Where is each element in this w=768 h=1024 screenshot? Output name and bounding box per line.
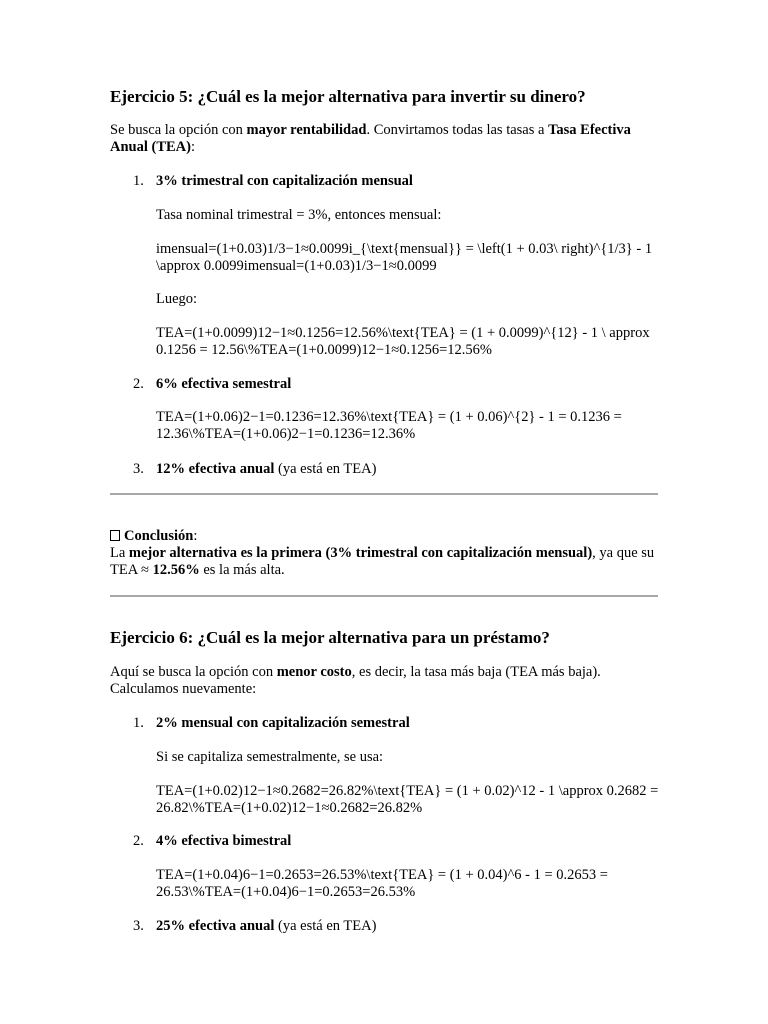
ex6-item-3-suffix: (ya está en TEA) bbox=[274, 918, 377, 934]
ex6-intro-emphasis: menor costo bbox=[276, 664, 352, 680]
ex5-item-1-then: Luego: bbox=[156, 291, 198, 307]
ex6-item-1-formula: TEA=(1+0.02)12−1≈0.2682=26.82%\text{TEA} = (1 + 0.02)^12 - 1 \approx 0.2682 = 26.82\%TEA=(1+0.02)12−1≈0.2682=26.82% bbox=[156, 783, 659, 816]
conclusion-emphasis-a: mejor alternativa es la primera (3% trimestral con capitalización mensual) bbox=[128, 545, 593, 561]
ex5-item-3-number: 3. bbox=[133, 461, 144, 477]
ex5-item-1-tea-formula: TEA=(1+0.0099)12−1≈0.1256=12.56%\text{TEA} = (1 + 0.0099)^{12} - 1 \ approx 0.1256 = 12.56\%TEA=(1+0.0099)12−1≈0.1256=12.56% bbox=[156, 325, 650, 358]
conclusion-emphasis-b: 12.56% bbox=[152, 562, 200, 578]
ex6-item-1-text: Si se capitaliza semestralmente, se usa: bbox=[156, 749, 384, 765]
ex5-item-1-number: 1. bbox=[133, 173, 144, 189]
ex6-item-2-label-text: 4% efectiva bimestral bbox=[156, 833, 292, 849]
ex5-item-2-formula: TEA=(1+0.06)2−1=0.1236=12.36%\text{TEA} = (1 + 0.06)^{2} - 1 = 0.1236 = 12.36\%TEA=(1+0.06)2−1=0.1236=12.36% bbox=[156, 409, 622, 442]
ex5-intro-emphasis-a: mayor rentabilidad bbox=[246, 122, 367, 138]
ex5-item-3-label bbox=[156, 461, 666, 478]
ex5-item-3-suffix: (ya está en TEA) bbox=[274, 461, 377, 477]
ex5-item-1-label bbox=[156, 173, 666, 190]
ex5-intro-text-b: . Convirtamos todas las tasas a bbox=[366, 122, 549, 138]
ex5-item-2-label-text: 6% efectiva semestral bbox=[156, 376, 292, 392]
ex5-item-2-label bbox=[156, 376, 666, 393]
conclusion-colon: : bbox=[193, 528, 198, 544]
ex5-intro-text-c: : bbox=[190, 139, 196, 155]
ex5-intro bbox=[110, 122, 665, 156]
divider bbox=[110, 493, 658, 495]
conclusion-text-c: es la más alta. bbox=[199, 562, 285, 578]
ex5-item-1-formula: imensual=(1+0.03)1/3−1≈0.0099i_{\text{mensual}} = \left(1 + 0.03\ right)^{1/3} - 1 \approx 0.0099imensual=(1+0.03)1/3−1≈0.0099 bbox=[156, 241, 653, 274]
ex6-item-2-formula: TEA=(1+0.04)6−1=0.2653=26.53%\text{TEA} = (1 + 0.04)^6 - 1 = 0.2653 = 26.53\%TEA=(1+0.04)6−1=0.2653=26.53% bbox=[156, 867, 608, 900]
ex6-item-3-label bbox=[156, 918, 666, 935]
conclusion-text bbox=[110, 545, 665, 579]
ex5-item-3-label-text: 12% efectiva anual bbox=[156, 461, 275, 477]
ex5-item-1-text: Tasa nominal trimestral = 3%, entonces mensual: bbox=[156, 207, 442, 223]
ex6-item-3-number: 3. bbox=[133, 918, 144, 934]
ex5-title: Ejercicio 5: ¿Cuál es la mejor alternativa para invertir su dinero? bbox=[110, 87, 586, 106]
ex6-title: Ejercicio 6: ¿Cuál es la mejor alternativa para un préstamo? bbox=[110, 628, 550, 647]
conclusion-label: Conclusión bbox=[124, 528, 194, 544]
ex5-intro-emphasis-b: Tasa Efectiva Anual (TEA) bbox=[110, 122, 631, 155]
divider bbox=[110, 595, 658, 597]
ex5-item-2-number: 2. bbox=[133, 376, 144, 392]
ex6-intro-text-a: Aquí se busca la opción con bbox=[110, 664, 277, 680]
ex6-intro-text-b: , es decir, la tasa más baja (TEA más baja). Calculamos nuevamente: bbox=[110, 664, 601, 697]
conclusion-heading bbox=[110, 528, 665, 545]
ex6-intro bbox=[110, 664, 665, 698]
checkbox-icon bbox=[110, 530, 120, 541]
ex6-item-2-number: 2. bbox=[133, 833, 144, 849]
ex6-item-1-number: 1. bbox=[133, 715, 144, 731]
conclusion-text-b: , ya que su TEA ≈ bbox=[110, 545, 655, 578]
ex6-item-1-label bbox=[156, 715, 666, 732]
ex5-intro-text-a: Se busca la opción con bbox=[110, 122, 247, 138]
ex6-item-2-label bbox=[156, 833, 666, 850]
ex5-item-1-label-text: 3% trimestral con capitalización mensual bbox=[156, 173, 413, 189]
conclusion-text-a: La bbox=[110, 545, 129, 561]
ex6-item-3-label-text: 25% efectiva anual bbox=[156, 918, 275, 934]
ex6-item-1-label-text: 2% mensual con capitalización semestral bbox=[156, 715, 410, 731]
